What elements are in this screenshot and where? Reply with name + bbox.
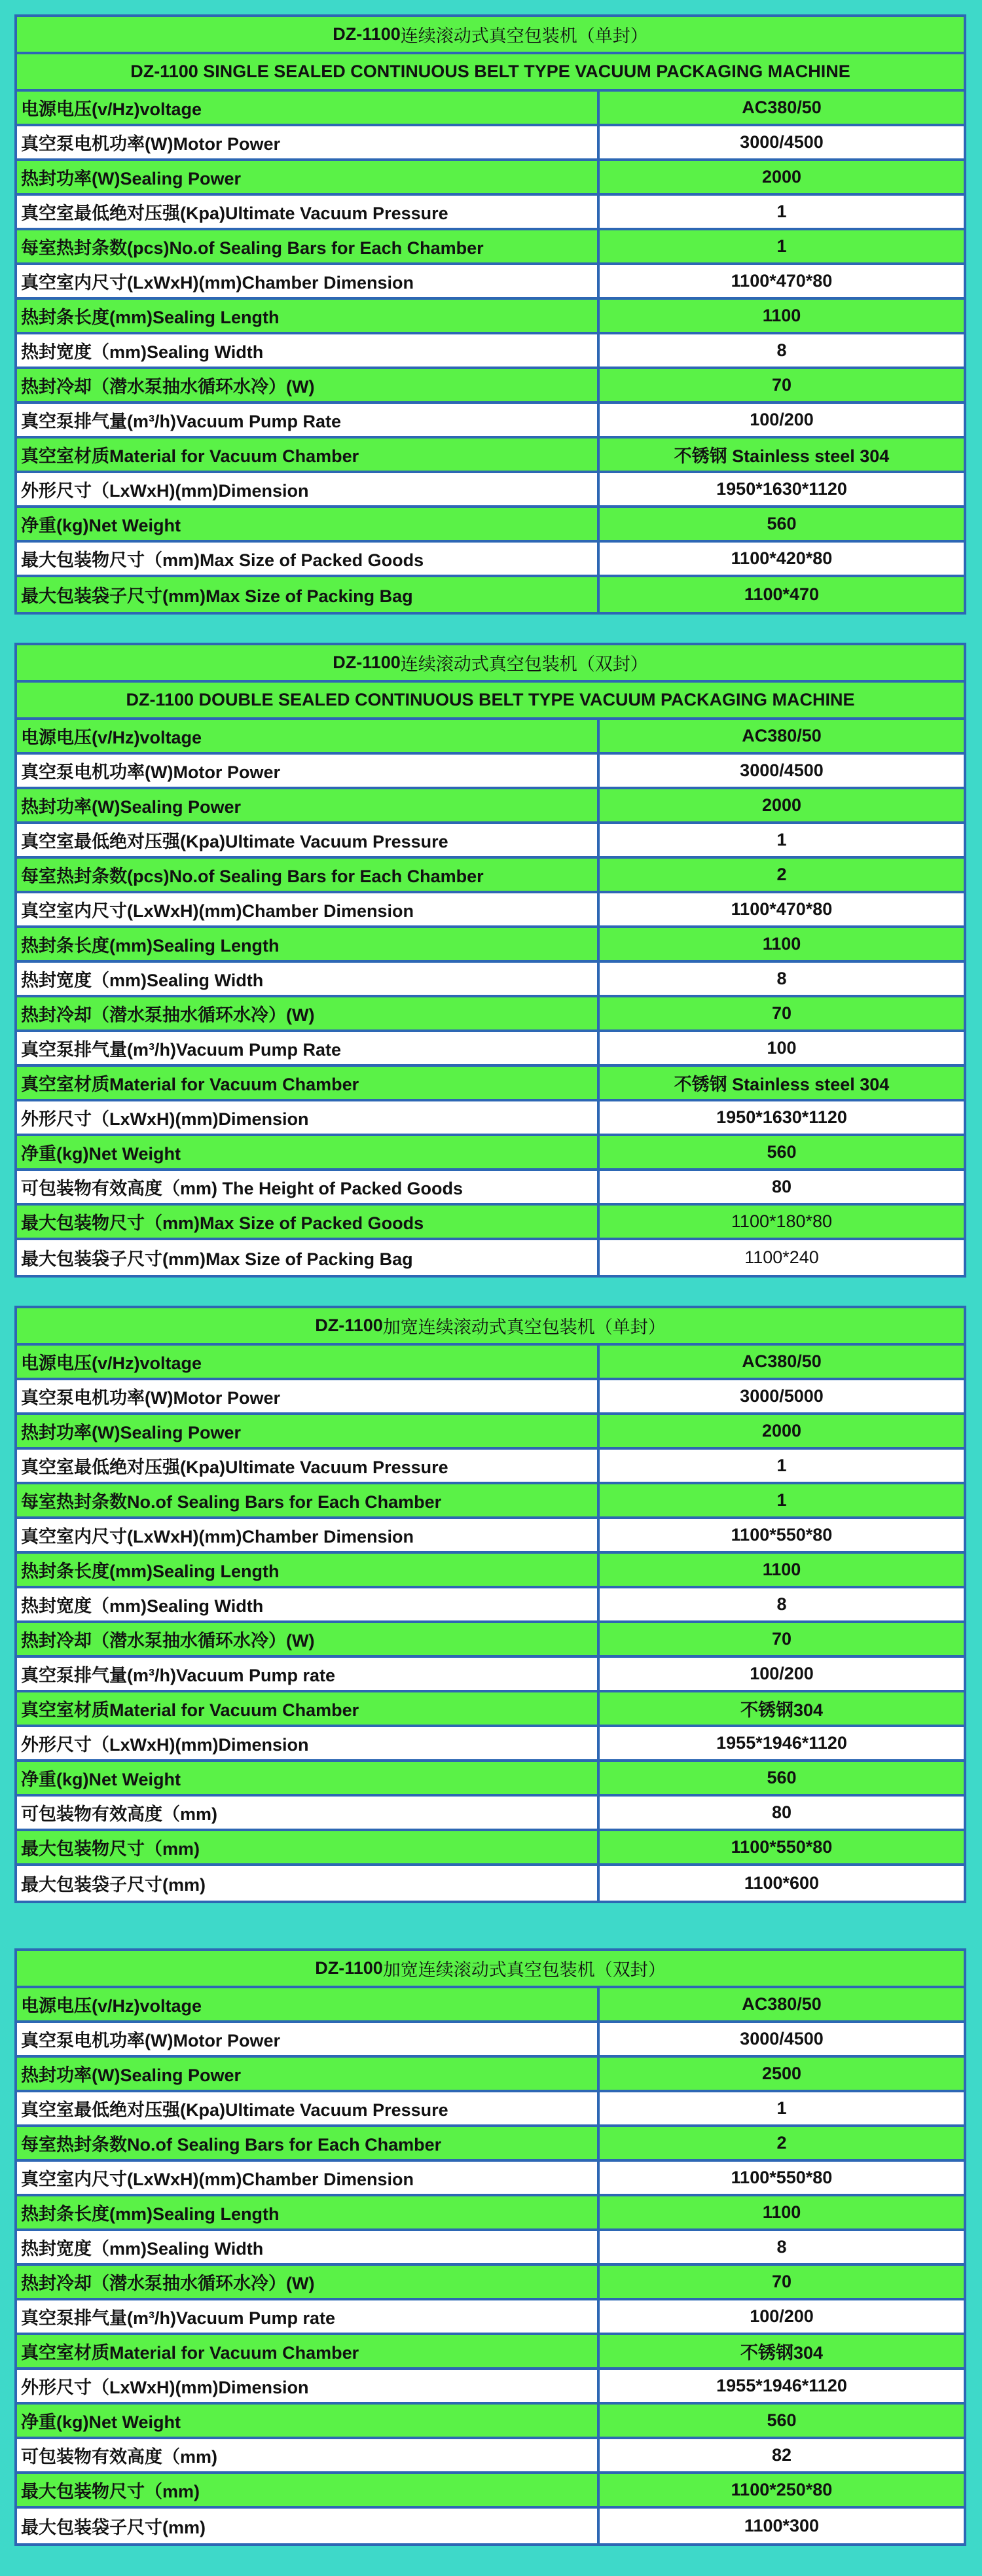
spec-value: 560 [767,1768,797,1787]
spec-label: 真空室材质Material for Vacuum Chamber [17,1692,600,1725]
table-row [17,369,964,404]
table-title [17,645,964,683]
spec-label: 可包装物有效高度（mm) [17,2439,600,2471]
spec-label: 真空室材质Material for Vacuum Chamber [17,2335,600,2367]
spec-value: 1100*550*80 [731,1837,833,1857]
spec-value: 3000/5000 [740,1386,824,1406]
spec-label: 净重(kg)Net Weight [17,1136,600,1168]
spec-label: 热封宽度（mm)Sealing Width [17,963,600,995]
spec-value: 82 [771,2445,792,2465]
table-row [17,1988,964,2023]
spec-label: 真空泵排气量(m³/h)Vacuum Pump Rate [17,1032,600,1064]
spec-value: 100/200 [750,1664,814,1683]
model-number: DZ-1100 [315,1315,383,1335]
spec-label: 热封功率(W)Sealing Power [17,1415,600,1447]
spec-value: 2 [776,865,787,884]
spec-value: 不锈钢 Stainless steel 304 [674,446,890,466]
spec-label: 热封冷却（潜水泵抽水循环水冷）(W) [17,997,600,1029]
spec-value: 1100*240 [744,1247,819,1267]
spec-label: 真空室内尺寸(LxWxH)(mm)Chamber Dimension [17,1519,600,1551]
spec-label: 最大包装物尺寸（mm)Max Size of Packed Goods [17,543,600,575]
table-row [17,1831,964,1866]
table-row [17,2474,964,2509]
machine-name: 加宽连续滚动式真空包装机（单封） [382,1317,666,1337]
table-row [17,2509,964,2543]
table-row [17,508,964,543]
table-row [17,2023,964,2058]
spec-value: 1100 [762,1560,801,1579]
spec-value: 70 [771,1003,792,1023]
spec-value: 100/200 [750,2306,814,2326]
table-row [17,543,964,577]
spec-label: 真空室最低绝对压强(Kpa)Ultimate Vacuum Pressure [17,1450,600,1482]
spec-label: 每室热封条数No.of Sealing Bars for Each Chamber [17,1484,600,1516]
table-row [17,161,964,196]
table-row [17,126,964,161]
spec-value: 8 [776,1594,787,1614]
spec-label: 净重(kg)Net Weight [17,508,600,540]
table-row [17,1762,964,1797]
spec-value: 1100 [762,2202,801,2222]
table-row [17,2370,964,2405]
spec-value: 3000/4500 [740,760,824,780]
spec-value: 70 [771,375,792,395]
spec-label: 外形尺寸（LxWxH)(mm)Dimension [17,1727,600,1759]
spec-value: 不锈钢 Stainless steel 304 [674,1075,890,1094]
subtitle-text: DZ-1100 SINGLE SEALED CONTINUOUS BELT TYPE VACUUM PACKAGING MACHINE [130,62,850,81]
spec-label: 最大包装物尺寸（mm) [17,1831,600,1863]
table-row [17,859,964,893]
spec-value: AC380/50 [742,726,822,745]
spec-label: 热封冷却（潜水泵抽水循环水冷）(W) [17,2266,600,2298]
spec-label: 热封宽度（mm)Sealing Width [17,334,600,367]
table-subtitle [17,54,964,92]
table-row [17,1554,964,1588]
spec-value: 1100*470 [744,584,820,604]
spec-label: 热封功率(W)Sealing Power [17,2058,600,2090]
table-row [17,2266,964,2300]
spec-value: 1100*470*80 [731,899,833,919]
machine-name: 连续滚动式真空包装机（双封） [400,654,648,674]
spec-value: 80 [771,1802,792,1822]
spec-value: 1 [776,202,787,221]
table-row [17,1519,964,1554]
spec-value: 560 [767,514,797,533]
table-row [17,2300,964,2335]
spec-label: 热封条长度(mm)Sealing Length [17,300,600,332]
table-row [17,334,964,369]
spec-label: 真空室内尺寸(LxWxH)(mm)Chamber Dimension [17,265,600,297]
spec-value: 1 [776,1456,787,1475]
spec-label: 真空泵电机功率(W)Motor Power [17,2023,600,2055]
spec-label: 真空泵排气量(m³/h)Vacuum Pump Rate [17,404,600,436]
spec-label: 外形尺寸（LxWxH)(mm)Dimension [17,1101,600,1134]
spec-label: 真空室最低绝对压强(Kpa)Ultimate Vacuum Pressure [17,824,600,856]
spec-value: 1100*180*80 [731,1211,833,1231]
spec-value: 1100*300 [744,2516,820,2535]
table-row [17,1380,964,1415]
spec-value: 560 [767,2410,797,2430]
table-title [17,17,964,54]
table-row [17,1692,964,1727]
spec-table-double-sealed [14,643,966,1278]
table-row [17,963,964,997]
spec-label: 每室热封条数No.of Sealing Bars for Each Chamber [17,2127,600,2159]
spec-value: 70 [771,2272,792,2291]
spec-label: 热封条长度(mm)Sealing Length [17,2196,600,2228]
table-row [17,2335,964,2370]
spec-label: 真空泵排气量(m³/h)Vacuum Pump rate [17,1658,600,1690]
table-row [17,1623,964,1658]
table-title [17,1951,964,1988]
table-row [17,1588,964,1623]
spec-value: 8 [776,340,787,360]
table-row [17,720,964,755]
spec-label: 电源电压(v/Hz)voltage [17,92,600,124]
table-row [17,1032,964,1067]
spec-label: 外形尺寸（LxWxH)(mm)Dimension [17,2370,600,2402]
table-row [17,2092,964,2127]
spec-value: 1100 [762,306,801,325]
spec-label: 真空泵电机功率(W)Motor Power [17,755,600,787]
spec-value: 不锈钢304 [740,1700,824,1720]
subtitle-text: DZ-1100 DOUBLE SEALED CONTINUOUS BELT TYPE VACUUM PACKAGING MACHINE [126,690,855,709]
spec-label: 热封条长度(mm)Sealing Length [17,928,600,960]
spec-value: AC380/50 [742,1351,822,1371]
spec-value: 2000 [761,167,802,187]
spec-label: 热封条长度(mm)Sealing Length [17,1554,600,1586]
spec-value: 1100 [762,934,801,954]
spec-table-single-sealed [14,14,966,615]
table-row [17,1797,964,1831]
table-row [17,1136,964,1171]
spec-label: 净重(kg)Net Weight [17,1762,600,1794]
spec-label: 外形尺寸（LxWxH)(mm)Dimension [17,473,600,505]
table-row [17,265,964,300]
spec-value: 1100*420*80 [731,548,833,568]
table-row [17,1658,964,1692]
table-row [17,1346,964,1380]
spec-label: 最大包装袋子尺寸(mm)Max Size of Packing Bag [17,577,600,612]
table-row [17,300,964,334]
table-row [17,473,964,508]
table-row [17,928,964,963]
table-row [17,2162,964,2196]
table-row [17,1240,964,1275]
spec-label: 真空室内尺寸(LxWxH)(mm)Chamber Dimension [17,2162,600,2194]
spec-label: 最大包装物尺寸（mm)Max Size of Packed Goods [17,1206,600,1238]
spec-label: 真空室最低绝对压强(Kpa)Ultimate Vacuum Pressure [17,196,600,228]
table-row [17,789,964,824]
model-number: DZ-1100 [315,1958,383,1978]
spec-label: 热封冷却（潜水泵抽水循环水冷）(W) [17,369,600,401]
spec-value: 8 [776,2237,787,2257]
table-row [17,1866,964,1901]
spec-label: 每室热封条数(pcs)No.of Sealing Bars for Each Chamber [17,230,600,262]
spec-value: 1100*600 [744,1873,820,1893]
spec-value: 1950*1630*1120 [716,1107,847,1127]
table-row [17,2196,964,2231]
table-row [17,92,964,126]
table-row [17,1450,964,1484]
spec-label: 热封功率(W)Sealing Power [17,161,600,193]
spec-value: 1 [776,1490,787,1510]
table-row [17,2127,964,2162]
spec-value: 1100*550*80 [731,2168,833,2187]
table-row [17,824,964,859]
spec-label: 热封宽度（mm)Sealing Width [17,2231,600,2263]
spec-label: 真空室内尺寸(LxWxH)(mm)Chamber Dimension [17,893,600,925]
table-title [17,1308,964,1346]
spec-value: 1 [776,830,787,850]
spec-label: 真空泵电机功率(W)Motor Power [17,126,600,158]
spec-value: 2000 [761,1421,802,1440]
spec-label: 真空泵排气量(m³/h)Vacuum Pump rate [17,2300,600,2333]
spec-label: 真空室材质Material for Vacuum Chamber [17,1067,600,1099]
spec-label: 可包装物有效高度（mm) [17,1797,600,1829]
spec-label: 电源电压(v/Hz)voltage [17,720,600,752]
table-row [17,1171,964,1206]
model-number: DZ-1100 [333,653,401,672]
table-row [17,2405,964,2439]
spec-label: 最大包装袋子尺寸(mm) [17,1866,600,1901]
spec-value: 3000/4500 [740,132,824,152]
spec-label: 真空室最低绝对压强(Kpa)Ultimate Vacuum Pressure [17,2092,600,2124]
spec-value: 1100*550*80 [731,1525,833,1545]
table-row [17,1101,964,1136]
spec-value: 1 [776,236,787,256]
spec-value: 2500 [761,2064,802,2083]
table-row [17,196,964,230]
spec-label: 最大包装物尺寸（mm) [17,2474,600,2506]
spec-label: 热封冷却（潜水泵抽水循环水冷）(W) [17,1623,600,1655]
table-row [17,438,964,473]
spec-table-wide-double-sealed [14,1948,966,2546]
table-row [17,1206,964,1240]
machine-name: 加宽连续滚动式真空包装机（双封） [382,1960,666,1980]
spec-value: 1 [776,2098,787,2118]
table-row [17,1415,964,1450]
spec-value: AC380/50 [742,98,822,117]
spec-value: 2000 [761,795,802,815]
spec-value: AC380/50 [742,1994,822,2014]
table-row [17,1727,964,1762]
spec-value: 1100*470*80 [731,271,833,291]
spec-value: 8 [776,969,787,988]
spec-label: 热封宽度（mm)Sealing Width [17,1588,600,1620]
table-row [17,404,964,438]
spec-value: 70 [771,1629,792,1649]
spec-label: 最大包装袋子尺寸(mm)Max Size of Packing Bag [17,1240,600,1275]
spec-value: 2 [776,2133,787,2153]
table-row [17,2058,964,2092]
table-row [17,893,964,928]
spec-table-wide-single-sealed [14,1306,966,1903]
spec-value: 1100*250*80 [731,2480,833,2499]
table-row [17,2231,964,2266]
spec-value: 1950*1630*1120 [716,479,847,499]
spec-value: 100 [767,1038,797,1058]
spec-value: 100/200 [750,410,814,429]
spec-label: 净重(kg)Net Weight [17,2405,600,2437]
table-row [17,1067,964,1101]
spec-label: 可包装物有效高度（mm) The Height of Packed Goods [17,1171,600,1203]
machine-name: 连续滚动式真空包装机（单封） [400,26,648,46]
spec-value: 80 [771,1177,792,1196]
table-row [17,997,964,1032]
spec-label: 电源电压(v/Hz)voltage [17,1346,600,1378]
spec-value: 560 [767,1142,797,1162]
table-row [17,577,964,612]
table-row [17,1484,964,1519]
spec-value: 1955*1946*1120 [716,1733,847,1753]
spec-label: 热封功率(W)Sealing Power [17,789,600,821]
spec-value: 不锈钢304 [740,2343,824,2363]
spec-value: 3000/4500 [740,2029,824,2048]
spec-label: 最大包装袋子尺寸(mm) [17,2509,600,2543]
spec-value: 1955*1946*1120 [716,2376,847,2395]
spec-label: 真空泵电机功率(W)Motor Power [17,1380,600,1412]
spec-label: 电源电压(v/Hz)voltage [17,1988,600,2020]
table-row [17,755,964,789]
spec-label: 真空室材质Material for Vacuum Chamber [17,438,600,471]
table-subtitle [17,683,964,720]
table-row [17,230,964,265]
model-number: DZ-1100 [333,24,401,44]
spec-label: 每室热封条数(pcs)No.of Sealing Bars for Each Chamber [17,859,600,891]
table-row [17,2439,964,2474]
